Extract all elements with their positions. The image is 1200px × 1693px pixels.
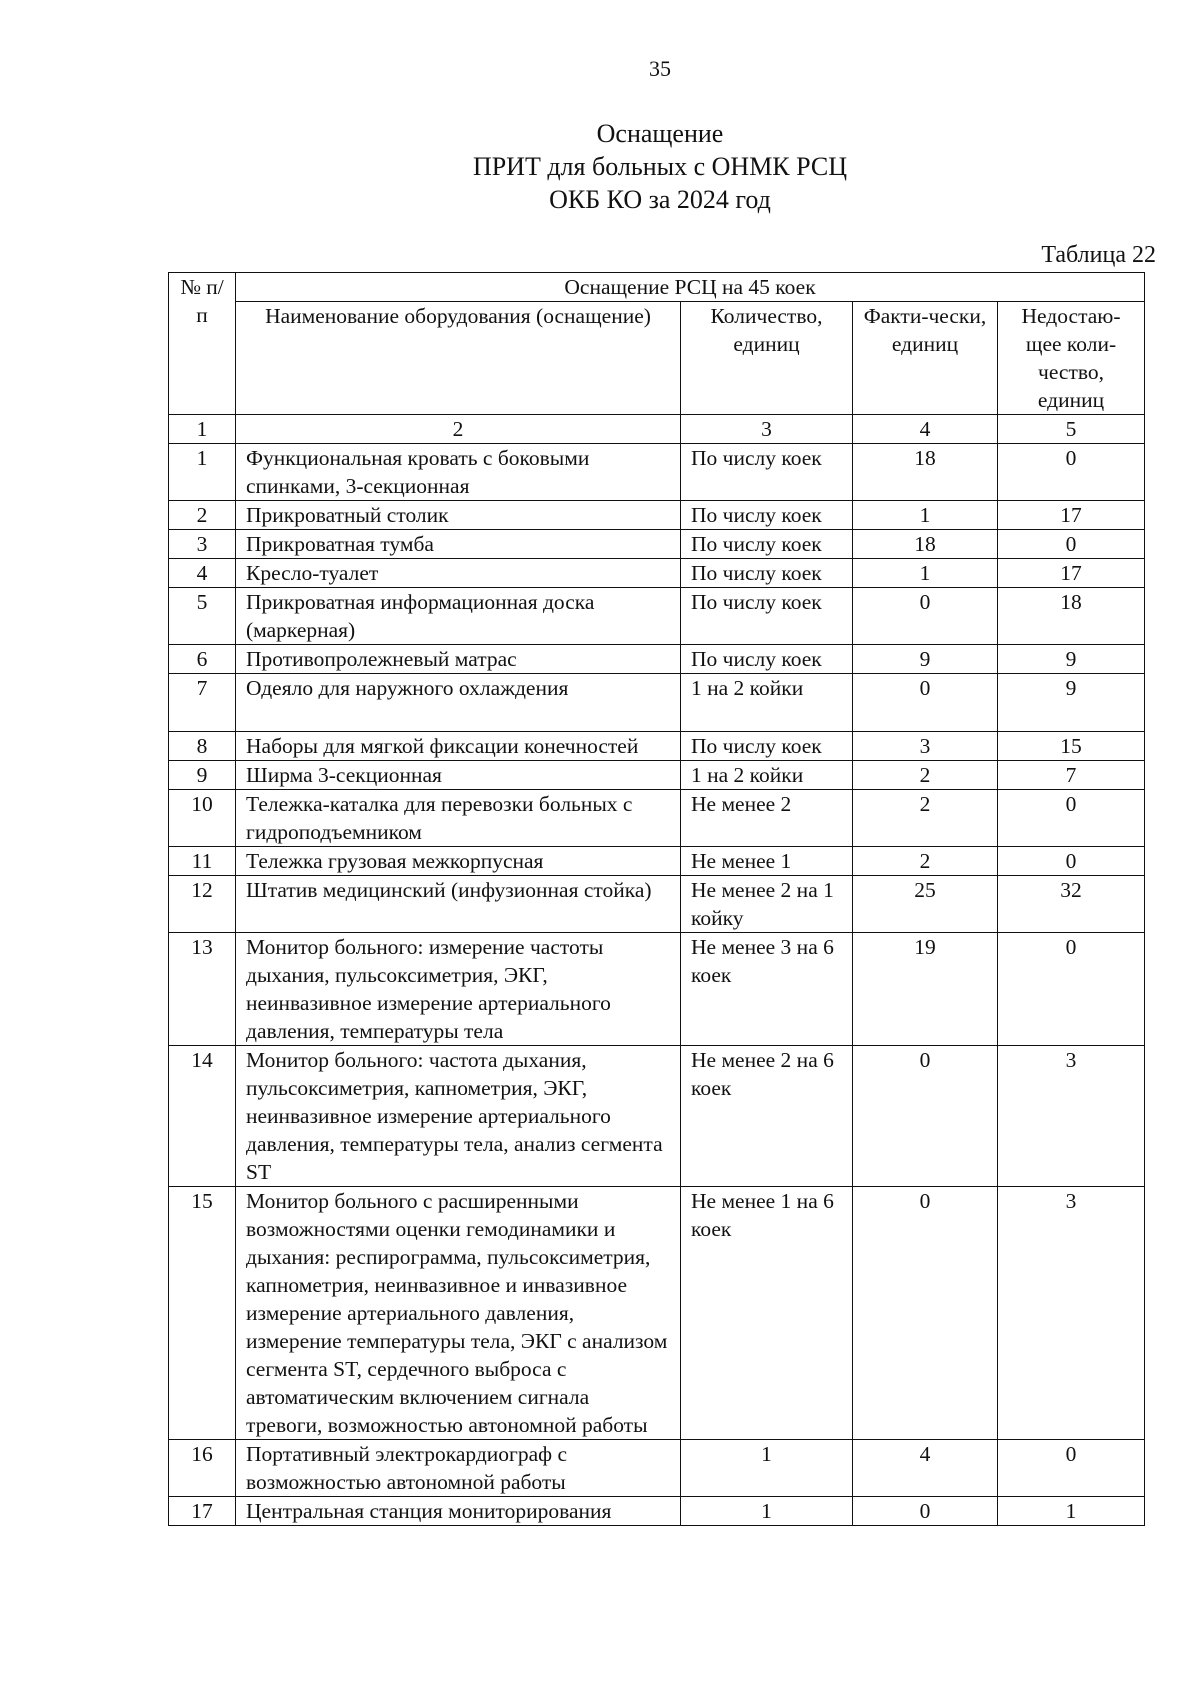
row-num: 9 [169, 761, 236, 790]
row-name: Портативный электрокардиограф с возможностью автономной работы [236, 1440, 681, 1497]
document-title [0, 117, 1200, 216]
header-qty: Количество, единиц [681, 302, 853, 415]
table-row [169, 645, 1145, 674]
row-shortage: 0 [998, 530, 1145, 559]
table-row [169, 790, 1145, 847]
row-shortage: 1 [998, 1497, 1145, 1526]
row-num: 15 [169, 1187, 236, 1440]
row-qty: По числу коек [681, 559, 853, 588]
row-num: 8 [169, 732, 236, 761]
title-line-1: Оснащение [596, 119, 724, 148]
row-shortage: 0 [998, 847, 1145, 876]
column-index: 3 [681, 415, 853, 444]
row-name: Одеяло для наружного охлаждения [236, 674, 681, 732]
row-qty: 1 на 2 койки [681, 674, 853, 732]
table-row [169, 559, 1145, 588]
row-actual: 0 [853, 674, 998, 732]
row-qty: По числу коек [681, 732, 853, 761]
table-row [169, 1187, 1145, 1440]
header-num: № п/п [169, 273, 236, 415]
row-actual: 3 [853, 732, 998, 761]
row-shortage: 9 [998, 674, 1145, 732]
row-qty: 1 [681, 1440, 853, 1497]
row-shortage: 15 [998, 732, 1145, 761]
row-name: Функциональная кровать с боковыми спинками, 3-секционная [236, 444, 681, 501]
row-num: 1 [169, 444, 236, 501]
row-name: Штатив медицинский (инфузионная стойка) [236, 876, 681, 933]
row-shortage: 0 [998, 444, 1145, 501]
table-row [169, 847, 1145, 876]
row-num: 16 [169, 1440, 236, 1497]
row-actual: 1 [853, 501, 998, 530]
row-name: Центральная станция мониторирования [236, 1497, 681, 1526]
column-index-row [169, 415, 1145, 444]
row-name: Ширма 3-секционная [236, 761, 681, 790]
table-row [169, 588, 1145, 645]
header-group: Оснащение РСЦ на 45 коек [236, 273, 1145, 302]
table-row [169, 1440, 1145, 1497]
row-name: Монитор больного с расширенными возможностями оценки гемодинамики и дыхания: респирограмма, пульсоксиметрия, капнометрия, неинвазивное и инвазивное измерение артериального давления, измерение температуры тела, ЭКГ с анализом сегмента ST, сердечного выброса с автоматическим включением сигнала тревоги, возможностью автономной работы [236, 1187, 681, 1440]
row-actual: 2 [853, 761, 998, 790]
row-qty: По числу коек [681, 645, 853, 674]
row-name: Тележка грузовая межкорпусная [236, 847, 681, 876]
page-number: 35 [649, 56, 671, 81]
row-name: Прикроватный столик [236, 501, 681, 530]
row-qty: Не менее 2 [681, 790, 853, 847]
row-name: Тележка-каталка для перевозки больных с гидроподъемником [236, 790, 681, 847]
row-num: 12 [169, 876, 236, 933]
row-actual: 25 [853, 876, 998, 933]
row-num: 10 [169, 790, 236, 847]
row-name: Наборы для мягкой фиксации конечностей [236, 732, 681, 761]
row-qty: Не менее 2 на 6 коек [681, 1046, 853, 1187]
row-actual: 9 [853, 645, 998, 674]
table-row [169, 1497, 1145, 1526]
header-shortage: Недостаю-щее коли-чество, единиц [998, 302, 1145, 415]
table-row [169, 1046, 1145, 1187]
row-actual: 18 [853, 530, 998, 559]
equipment-table [168, 272, 1145, 1526]
row-actual: 0 [853, 588, 998, 645]
row-actual: 0 [853, 1497, 998, 1526]
row-num: 13 [169, 933, 236, 1046]
row-name: Прикроватная тумба [236, 530, 681, 559]
header-name: Наименование оборудования (оснащение) [236, 302, 681, 415]
row-qty: По числу коек [681, 530, 853, 559]
row-num: 3 [169, 530, 236, 559]
row-num: 6 [169, 645, 236, 674]
row-shortage: 9 [998, 645, 1145, 674]
row-name: Кресло-туалет [236, 559, 681, 588]
column-index: 2 [236, 415, 681, 444]
table-row [169, 761, 1145, 790]
row-qty: По числу коек [681, 444, 853, 501]
row-num: 4 [169, 559, 236, 588]
row-shortage: 7 [998, 761, 1145, 790]
table-row [169, 501, 1145, 530]
row-name: Противопролежневый матрас [236, 645, 681, 674]
row-shortage: 3 [998, 1187, 1145, 1440]
row-name: Монитор больного: частота дыхания, пульсоксиметрия, капнометрия, ЭКГ, неинвазивное измерение артериального давления, температуры тела, анализ сегмента ST [236, 1046, 681, 1187]
column-index: 4 [853, 415, 998, 444]
row-shortage: 18 [998, 588, 1145, 645]
row-qty: Не менее 3 на 6 коек [681, 933, 853, 1046]
row-qty: По числу коек [681, 501, 853, 530]
row-qty: 1 [681, 1497, 853, 1526]
row-num: 7 [169, 674, 236, 732]
row-actual: 2 [853, 847, 998, 876]
row-shortage: 17 [998, 559, 1145, 588]
row-qty: Не менее 2 на 1 койку [681, 876, 853, 933]
table-label: Таблица 22 [1041, 242, 1156, 268]
row-actual: 2 [853, 790, 998, 847]
table-row [169, 933, 1145, 1046]
column-index: 1 [169, 415, 236, 444]
row-shortage: 32 [998, 876, 1145, 933]
table-row [169, 444, 1145, 501]
row-num: 17 [169, 1497, 236, 1526]
row-num: 14 [169, 1046, 236, 1187]
row-qty: Не менее 1 [681, 847, 853, 876]
row-qty: По числу коек [681, 588, 853, 645]
row-shortage: 0 [998, 790, 1145, 847]
row-shortage: 3 [998, 1046, 1145, 1187]
row-actual: 0 [853, 1187, 998, 1440]
table-row [169, 876, 1145, 933]
row-name: Прикроватная информационная доска (маркерная) [236, 588, 681, 645]
table-row [169, 732, 1145, 761]
row-actual: 4 [853, 1440, 998, 1497]
row-shortage: 17 [998, 501, 1145, 530]
title-line-3: ОКБ КО за 2024 год [549, 185, 771, 214]
row-shortage: 0 [998, 1440, 1145, 1497]
column-index: 5 [998, 415, 1145, 444]
table-row [169, 674, 1145, 732]
row-actual: 19 [853, 933, 998, 1046]
row-actual: 0 [853, 1046, 998, 1187]
row-actual: 1 [853, 559, 998, 588]
row-shortage: 0 [998, 933, 1145, 1046]
row-num: 5 [169, 588, 236, 645]
row-name: Монитор больного: измерение частоты дыхания, пульсоксиметрия, ЭКГ, неинвазивное измерение артериального давления, температуры тела [236, 933, 681, 1046]
row-actual: 18 [853, 444, 998, 501]
header-actual: Факти-чески, единиц [853, 302, 998, 415]
row-qty: 1 на 2 койки [681, 761, 853, 790]
row-num: 11 [169, 847, 236, 876]
row-qty: Не менее 1 на 6 коек [681, 1187, 853, 1440]
table-row [169, 530, 1145, 559]
title-line-2: ПРИТ для больных с ОНМК РСЦ [472, 152, 848, 181]
row-num: 2 [169, 501, 236, 530]
